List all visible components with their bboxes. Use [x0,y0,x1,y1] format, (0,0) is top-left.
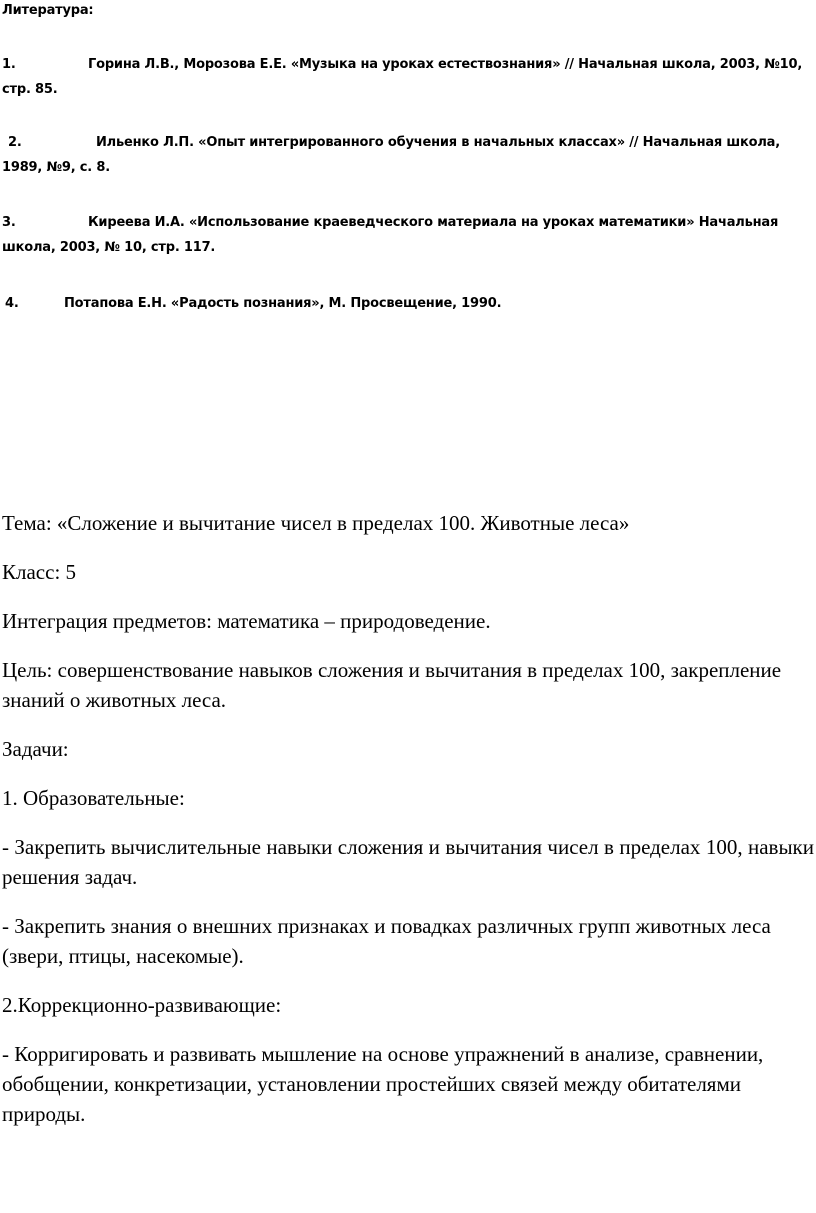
correctional-item-1: - Корригировать и развивать мышление на основе упражнений в анализе, сравнении, обобщении, конкретизации, установлении простейших связей между обитателями природы. [2,1042,764,1126]
educational-item-2: - Закрепить знания о внешних признаках и повадках различных групп животных леса (звери, птицы, насекомые). [2,914,771,968]
correctional-heading: 2.Коррекционно-развивающие: [2,993,282,1017]
tasks-heading: Задачи: [2,737,69,761]
reference-number: 3. [2,215,16,230]
reference-item-4 [2,291,814,316]
educational-item-1: - Закрепить вычислительные навыки сложения и вычитания чисел в пределах 100, навыки решения задач. [2,835,814,889]
lesson-plan [2,508,814,1148]
educational-heading: 1. Образовательные: [2,786,185,810]
lesson-integration: Интеграция предметов: математика – природоведение. [2,609,491,633]
reference-item-1 [2,52,814,102]
reference-text: Потапова Е.Н. «Радость познания», М. Просвещение, 1990. [64,296,502,311]
reference-item-3 [2,210,814,260]
reference-number: 1. [2,57,16,72]
lesson-goal: Цель: совершенствование навыков сложения и вычитания в пределах 100, закрепление знаний о животных леса. [2,658,782,712]
reference-number: 4. [5,296,19,311]
references-title: Литература: [2,3,94,18]
reference-number: 2. [8,135,22,150]
reference-item-2 [2,130,814,180]
lesson-grade: Класс: 5 [2,560,77,584]
reference-text: Горина Л.В., Морозова Е.Е. «Музыка на уроках естествознания» // Начальная школа, 2003, №10, стр. 85. [2,57,803,97]
reference-text: Ильенко Л.П. «Опыт интегрированного обучения в начальных классах» // Начальная школа, 1989, №9, с. 8. [2,135,780,175]
reference-text: Киреева И.А. «Использование краеведческого материала на уроках математики» Начальная школа, 2003, № 10, стр. 117. [2,215,779,255]
lesson-topic: Тема: «Сложение и вычитание чисел в пределах 100. Животные леса» [2,511,630,535]
